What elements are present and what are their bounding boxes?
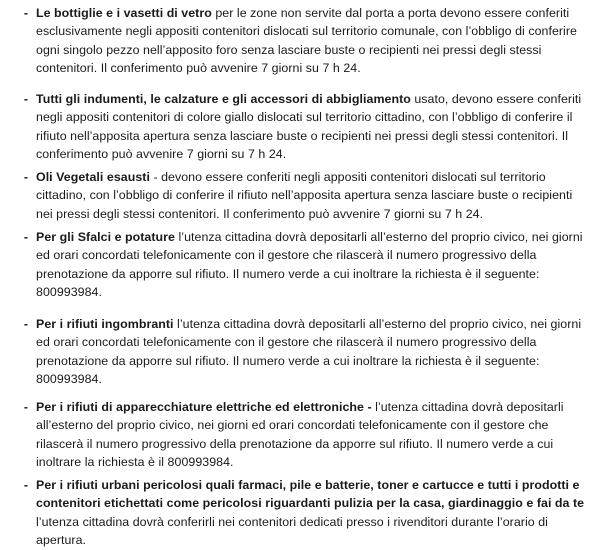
list-item-text xyxy=(36,398,588,472)
list-item-heading: Oli Vegetali esausti xyxy=(36,170,150,184)
list-item-text xyxy=(36,476,588,550)
list-item-body: usato, devono essere conferiti negli appositi contenitori di colore giallo dislocati sul territorio cittadino, con l’obbligo di conferire il rifiuto nell’apposita apertura senza lasciare buste o recipienti nei pressi degli stessi contenitori. Il conferimento può avvenire 7 giorni su 7 h 24. xyxy=(36,92,582,162)
bullet-marker: - xyxy=(23,317,29,331)
list-item-body: l’utenza cittadina dovrà depositarli all’esterno del proprio civico, nei giorni ed orari concordati telefonicamente con il gestore che rilascerà il numero progressivo della prenotazione da apporre sul rifiuto. Il numero verde a cui inoltrare la richiesta è il seguente: 800993984. xyxy=(36,230,583,300)
bullet-marker: - xyxy=(23,400,29,414)
list-item-text xyxy=(36,90,588,164)
list-item-body: - devono essere conferiti negli appositi contenitori dislocati sul territorio cittadino, con l’obbligo di conferire il rifiuto nell’apposita apertura senza lasciare buste o recipienti nei pressi degli stessi contenitori. Il conferimento può avvenire 7 giorni su 7 h 24. xyxy=(36,170,573,221)
bullet-marker: - xyxy=(23,92,29,106)
list-item-body: l’utenza cittadina dovrà depositarli all’esterno del proprio civico, nei giorni ed orari concordati telefonicamente con il gestore che rilascerà il numero progressivo della prenotazione da apporre sul rifiuto. Il numero verde a cui inoltrare la richiesta è il 800993984. xyxy=(36,400,564,470)
list-item-clothing xyxy=(23,90,588,164)
list-item-garden-waste xyxy=(23,228,588,302)
list-item-heading: Le bottiglie e i vasetti di vetro xyxy=(36,6,212,20)
list-item-electronic-waste xyxy=(23,398,588,472)
list-item-text xyxy=(36,315,588,389)
list-item-text xyxy=(36,4,588,78)
list-item-text xyxy=(36,228,588,302)
list-item-glass-bottles xyxy=(23,4,588,78)
list-item-heading: Per i rifiuti urbani pericolosi quali farmaci, pile e batterie, toner e cartucce e tutti i prodotti e contenitori etichettati come pericolosi riguardanti pulizia per la casa, giardinaggio e fai da te xyxy=(36,478,585,511)
list-item-heading: Per i rifiuti ingombranti xyxy=(36,317,174,331)
bullet-marker: - xyxy=(23,478,29,492)
list-item-body: l’utenza cittadina dovrà conferirli nei contenitori dedicati presso i rivenditori durante l’orario di apertura. xyxy=(36,514,548,548)
bullet-marker: - xyxy=(23,170,29,184)
list-item-body: per le zone non servite dal porta a porta devono essere conferiti esclusivamente negli appositi contenitori dislocati sul territorio comunale, con l’obbligo di conferire ogni singolo pezzo nell’apposito foro senza lasciare buste o recipienti nei pressi degli stessi contenitori. Il conferimento può avvenire 7 giorni su 7 h 24. xyxy=(36,6,577,76)
list-item-heading: Per gli Sfalci e potature xyxy=(36,230,175,244)
list-item-hazardous-waste xyxy=(23,476,588,550)
list-item-body: l’utenza cittadina dovrà depositarli all’esterno del proprio civico, nei giorni ed orari concordati telefonicamente con il gestore che rilascerà il numero progressivo della prenotazione da apporre sul rifiuto. Il numero verde a cui inoltrare la richiesta è il seguente: 800993984. xyxy=(36,317,582,387)
list-item-heading: Tutti gli indumenti, le calzature e gli accessori di abbigliamento xyxy=(36,92,411,106)
bullet-marker: - xyxy=(23,230,29,244)
list-item-bulky-waste xyxy=(23,315,588,389)
bullet-marker: - xyxy=(23,6,29,20)
list-item-text xyxy=(36,168,588,223)
list-item-heading: Per i rifiuti di apparecchiature elettriche ed elettroniche - xyxy=(36,400,372,414)
list-item-vegetable-oils xyxy=(23,168,588,223)
